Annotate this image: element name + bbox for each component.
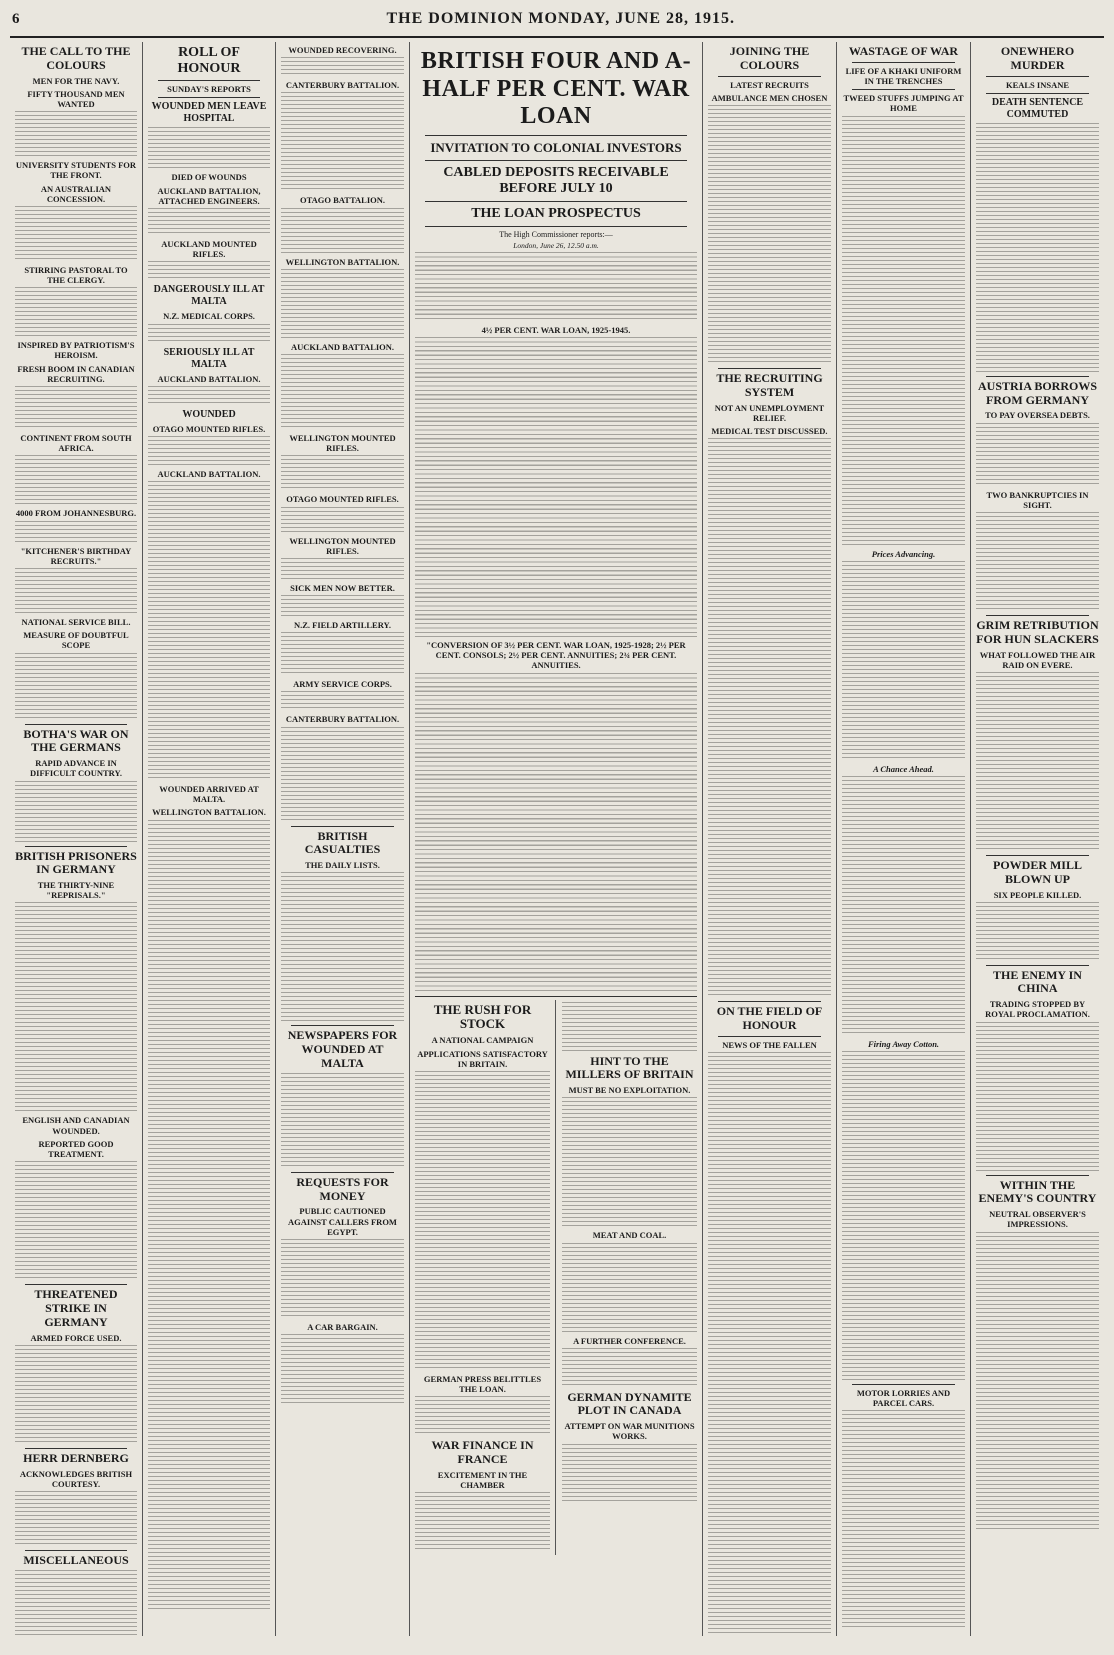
subheadline: SIX PEOPLE KILLED. (993, 889, 1082, 900)
subheadline: AUCKLAND BATTALION. (290, 341, 395, 352)
subheadline: WHAT FOLLOWED THE AIR RAID ON EVERE. (979, 649, 1096, 670)
subheadline: KEALS INSANE (1005, 79, 1070, 90)
headline: WAR FINANCE IN FRANCE (431, 1438, 534, 1467)
subheadline: OTAGO MOUNTED RIFLES. (286, 494, 399, 505)
subheadline: SUNDAY'S REPORTS (167, 84, 251, 95)
subheadline: WOUNDED ARRIVED AT MALTA. (159, 784, 259, 805)
subheadline: DEATH SENTENCE COMMUTED (991, 96, 1084, 120)
subheadline: THE THIRTY-NINE "REPRISALS." (37, 880, 115, 901)
subheadline: OTAGO BATTALION. (299, 195, 385, 206)
column-1 (10, 42, 143, 1636)
article-text (976, 1232, 1099, 1532)
subheadline: ENGLISH AND CANADIAN WOUNDED. (22, 1115, 130, 1136)
article-text (842, 116, 965, 546)
subheadline: WELLINGTON MOUNTED RIFLES. (289, 432, 396, 454)
divider (425, 160, 687, 161)
article-text (976, 423, 1099, 487)
subheadline: NOT AN UNEMPLOYMENT RELIEF. (714, 402, 825, 423)
article-text (976, 902, 1099, 962)
subheadline: AUCKLAND BATTALION. (157, 468, 261, 479)
headline: MISCELLANEOUS (23, 1552, 129, 1567)
subheadline: EXCITEMENT IN THE CHAMBER (437, 1469, 528, 1491)
column-4 (410, 42, 703, 1636)
headline: WITHIN THE ENEMY'S COUNTRY (978, 1177, 1097, 1206)
article-text (842, 1410, 965, 1630)
subheadline: A CAR BARGAIN. (307, 1321, 378, 1332)
subheadline: TWEED STUFFS JUMPING AT HOME (843, 93, 964, 114)
divider (291, 826, 394, 827)
divider (25, 724, 127, 725)
article-text (842, 1051, 965, 1381)
column-3 (276, 42, 410, 1636)
subheadline: Prices Advancing. (871, 548, 936, 559)
subheadline: NEWS OF THE FALLEN (722, 1039, 817, 1050)
subheadline: 4½ PER CENT. WAR LOAN, 1925-1945. (481, 324, 631, 335)
article-text (15, 455, 137, 505)
subheadline: FRESH BOOM IN CANADIAN RECRUITING. (17, 363, 135, 384)
divider (986, 93, 1089, 94)
divider (718, 76, 821, 77)
divider (986, 615, 1089, 616)
article-text (415, 337, 697, 637)
headline: HINT TO THE MILLERS OF BRITAIN (565, 1053, 694, 1082)
subheadline: TO PAY OVERSEA DEBTS. (985, 410, 1090, 421)
divider (291, 1172, 394, 1173)
article-text (15, 781, 137, 843)
subheadline: CONTINENT FROM SOUTH AFRICA. (20, 433, 132, 454)
headline: INVITATION TO COLONIAL INVESTORS (430, 139, 682, 155)
divider (25, 846, 127, 847)
divider (986, 855, 1089, 856)
subheadline: AMBULANCE MEN CHOSEN (711, 92, 828, 103)
subheadline: A Chance Ahead. (873, 763, 934, 774)
subheadline: FIFTY THOUSAND MEN WANTED (27, 88, 125, 109)
headline: BOTHA'S WAR ON THE GERMANS (23, 726, 129, 755)
article-text (148, 208, 270, 236)
subheadline: UNIVERSITY STUDENTS FOR THE FRONT. (15, 160, 137, 181)
subheadline: ATTEMPT ON WAR MUNITIONS WORKS. (564, 1421, 695, 1442)
lede: The High Commissioner reports:— (499, 229, 613, 239)
article-text (708, 1052, 831, 1636)
subheadline: PUBLIC CAUTIONED AGAINST CALLERS FROM EGYPT. (288, 1206, 397, 1237)
article-text (148, 261, 270, 281)
headline: AUSTRIA BORROWS FROM GERMANY (977, 378, 1098, 407)
article-text (415, 252, 697, 322)
headline: REQUESTS FOR MONEY (296, 1174, 389, 1203)
subheadline: WOUNDED RECOVERING. (288, 45, 397, 55)
divider (718, 368, 821, 369)
article-text (842, 561, 965, 761)
subheadline: MEN FOR THE NAVY. (32, 75, 120, 86)
subheadline: MEAT AND COAL. (592, 1230, 667, 1241)
subheadline: AN AUSTRALIAN CONCESSION. (40, 183, 112, 204)
subheadline: THE DAILY LISTS. (305, 860, 380, 871)
headline: THREATENED STRIKE IN GERMANY (34, 1287, 118, 1329)
subheadline: WELLINGTON BATTALION. (285, 256, 400, 267)
article-text (976, 672, 1099, 852)
article-text (15, 902, 137, 1112)
divider (986, 76, 1089, 77)
headline: GERMAN DYNAMITE PLOT IN CANADA (567, 1389, 692, 1418)
headline: HERR DERNBERG (23, 1450, 129, 1465)
article-text (15, 287, 137, 337)
subheadline: SICK MEN NOW BETTER. (290, 582, 395, 593)
subheadline: 4000 FROM JOHANNESBURG. (15, 508, 137, 519)
subheadline: GERMAN PRESS BELITTLES THE LOAN. (423, 1373, 542, 1395)
article-text (281, 1334, 404, 1404)
subheadline: AUCKLAND BATTALION. (157, 373, 261, 384)
article-text (15, 1161, 137, 1281)
millers-article (562, 1000, 697, 1556)
divider (158, 80, 260, 81)
article-text (562, 1444, 697, 1504)
page-number: 6 (12, 11, 20, 27)
article-text (281, 558, 404, 580)
article-text (148, 127, 270, 169)
subheadline: AUCKLAND MOUNTED RIFLES. (161, 238, 257, 260)
article-text (281, 208, 404, 254)
article-text (148, 820, 270, 1610)
bottom-split (415, 1000, 697, 1556)
divider (986, 1175, 1089, 1176)
columns (10, 42, 1104, 1636)
divider (425, 201, 687, 202)
subheadline: ACKNOWLEDGES BRITISH COURTESY. (19, 1468, 133, 1489)
article-text (976, 123, 1099, 373)
subheadline: OTAGO MOUNTED RIFLES. (152, 423, 266, 434)
article-text (15, 521, 137, 543)
subheadline: NEUTRAL OBSERVER'S IMPRESSIONS. (989, 1209, 1086, 1230)
headline: ROLL OF HONOUR (177, 45, 241, 77)
article-text (708, 438, 831, 998)
subheadline: WELLINGTON BATTALION. (152, 807, 266, 818)
article-text (562, 1097, 697, 1227)
divider (986, 965, 1089, 966)
subheadline: TWO BANKRUPTCIES IN SIGHT. (986, 489, 1089, 510)
article-text (976, 1022, 1099, 1172)
article-text (281, 1239, 404, 1319)
column-5 (703, 42, 837, 1636)
article-text (15, 111, 137, 157)
article-text (15, 653, 137, 721)
article-text (281, 727, 404, 823)
subheadline: MOTOR LORRIES AND PARCEL CARS. (856, 1388, 951, 1409)
divider (718, 1001, 821, 1002)
article-text (148, 481, 270, 781)
headline: BRITISH PRISONERS IN GERMANY (15, 848, 137, 877)
article-text (415, 1071, 550, 1371)
column-7 (971, 42, 1104, 1636)
subheadline: A NATIONAL CAMPAIGN (431, 1035, 534, 1046)
article-text (415, 673, 697, 993)
subheadline: LIFE OF A KHAKI UNIFORM IN THE TRENCHES (845, 65, 962, 86)
article-text (281, 455, 404, 491)
dateline: London, June 26, 12.50 a.m. (513, 240, 599, 250)
subheadline: WELLINGTON MOUNTED RIFLES. (289, 535, 396, 556)
subheadline: "CONVERSION OF 3½ PER CENT. WAR LOAN, 1925-1928; 2½ PER CENT. CONSOLS; 2½ PER CENT. ANNUITIES; 2¾ PER CENT. ANNUITIES. (426, 639, 686, 671)
divider (425, 135, 687, 136)
subheadline: DIED OF WOUNDS (171, 172, 247, 183)
divider (25, 1550, 127, 1551)
subheadline: TRADING STOPPED BY ROYAL PROCLAMATION. (985, 999, 1090, 1020)
article-text (842, 776, 965, 1036)
subheadline: CANTERBURY BATTALION. (285, 714, 400, 725)
subheadline: DANGEROUSLY ILL AT MALTA (153, 284, 265, 308)
masthead (10, 10, 1104, 38)
newspaper-page (10, 10, 1104, 1635)
headline: POWDER MILL BLOWN UP (992, 857, 1082, 886)
subheadline: ARMED FORCE USED. (30, 1332, 122, 1343)
article-text (15, 568, 137, 614)
subheadline: Firing Away Cotton. (867, 1038, 940, 1049)
headline: ONEWHERO MURDER (1000, 44, 1075, 72)
column-6 (837, 42, 971, 1636)
subheadline: MEASURE OF DOUBTFUL SCOPE (23, 630, 129, 651)
headline: WASTAGE OF WAR (848, 44, 959, 58)
article-text (562, 1243, 697, 1333)
article-text (708, 105, 831, 365)
headline: THE LOAN PROSPECTUS (471, 205, 641, 221)
divider (25, 1448, 127, 1449)
article-text (281, 632, 404, 676)
article-text (281, 595, 404, 617)
divider (718, 1036, 821, 1037)
divider (25, 1284, 127, 1285)
headline: BRITISH CASUALTIES (304, 828, 381, 857)
divider (986, 376, 1089, 377)
subheadline: "KITCHENER'S BIRTHDAY RECRUITS." (20, 545, 132, 566)
divider (425, 226, 687, 227)
subheadline: REPORTED GOOD TREATMENT. (38, 1138, 114, 1160)
divider (291, 1025, 394, 1026)
headline: JOINING THE COLOURS (729, 44, 810, 72)
article-text (148, 436, 270, 466)
subheadline: WOUNDED MEN LEAVE HOSPITAL (151, 101, 267, 125)
column-2 (143, 42, 276, 1636)
subheadline: A FURTHER CONFERENCE. (573, 1335, 686, 1346)
article-text (415, 1396, 550, 1436)
subheadline: CANTERBURY BATTALION. (285, 80, 400, 91)
article-text (148, 386, 270, 406)
subheadline: RAPID ADVANCE IN DIFFICULT COUNTRY. (30, 758, 122, 779)
headline: THE CALL TO THE COLOURS (21, 44, 131, 72)
article-text (148, 324, 270, 344)
divider (852, 1384, 955, 1385)
article-text (976, 512, 1099, 612)
article-text (15, 386, 137, 430)
divider (852, 89, 955, 90)
article-text (562, 1002, 697, 1052)
headline: GRIM RETRIBUTION FOR HUN SLACKERS (976, 617, 1099, 646)
subheadline: LATEST RECRUITS (730, 79, 809, 90)
headline: THE RUSH FOR STOCK (433, 1001, 532, 1032)
article-text (281, 691, 404, 711)
headline: CABLED DEPOSITS RECEIVABLE BEFORE JULY 10 (443, 164, 669, 196)
article-text (281, 269, 404, 339)
rush-article (415, 1000, 556, 1556)
article-text (415, 1492, 550, 1552)
article-text (15, 1570, 137, 1636)
article-text (15, 206, 137, 262)
subheadline: APPLICATIONS SATISFACTORY IN BRITAIN. (417, 1048, 548, 1069)
article-text (281, 872, 404, 1022)
subheadline: N.Z. MEDICAL CORPS. (163, 311, 255, 322)
article-text (15, 1491, 137, 1547)
article-text (281, 1073, 404, 1169)
article-text (562, 1348, 697, 1388)
headline: ON THE FIELD OF HONOUR (716, 1004, 823, 1032)
subheadline: N.Z. FIELD ARTILLERY. (293, 620, 392, 631)
article-text (15, 1345, 137, 1445)
headline: THE RECRUITING SYSTEM (716, 370, 823, 399)
subheadline: STIRRING PASTORAL TO THE CLERGY. (24, 264, 128, 286)
subheadline: INSPIRED BY PATRIOTISM'S HEROISM. (17, 340, 135, 361)
subheadline: SERIOUSLY ILL AT MALTA (163, 346, 255, 370)
subheadline: AUCKLAND BATTALION, ATTACHED ENGINEERS. (157, 185, 261, 206)
divider (158, 97, 260, 98)
subheadline: MUST BE NO EXPLOITATION. (568, 1085, 691, 1096)
subheadline: ARMY SERVICE CORPS. (293, 679, 392, 690)
masthead-title: THE DOMINION MONDAY, JUNE 28, 1915. (386, 10, 735, 27)
divider (852, 62, 955, 63)
main-headline: BRITISH FOUR AND A-HALF PER CENT. WAR LOAN (420, 48, 692, 130)
article-text (281, 507, 404, 533)
subheadline: NATIONAL SERVICE BILL. (21, 616, 131, 627)
article-text (281, 92, 404, 192)
article-text (281, 57, 404, 77)
headline: NEWSPAPERS FOR WOUNDED AT MALTA (287, 1028, 398, 1070)
subheadline: MEDICAL TEST DISCUSSED. (711, 425, 828, 436)
headline: THE ENEMY IN CHINA (993, 967, 1082, 996)
article-text (281, 354, 404, 430)
subheadline: WOUNDED (182, 408, 236, 420)
divider (415, 996, 697, 997)
